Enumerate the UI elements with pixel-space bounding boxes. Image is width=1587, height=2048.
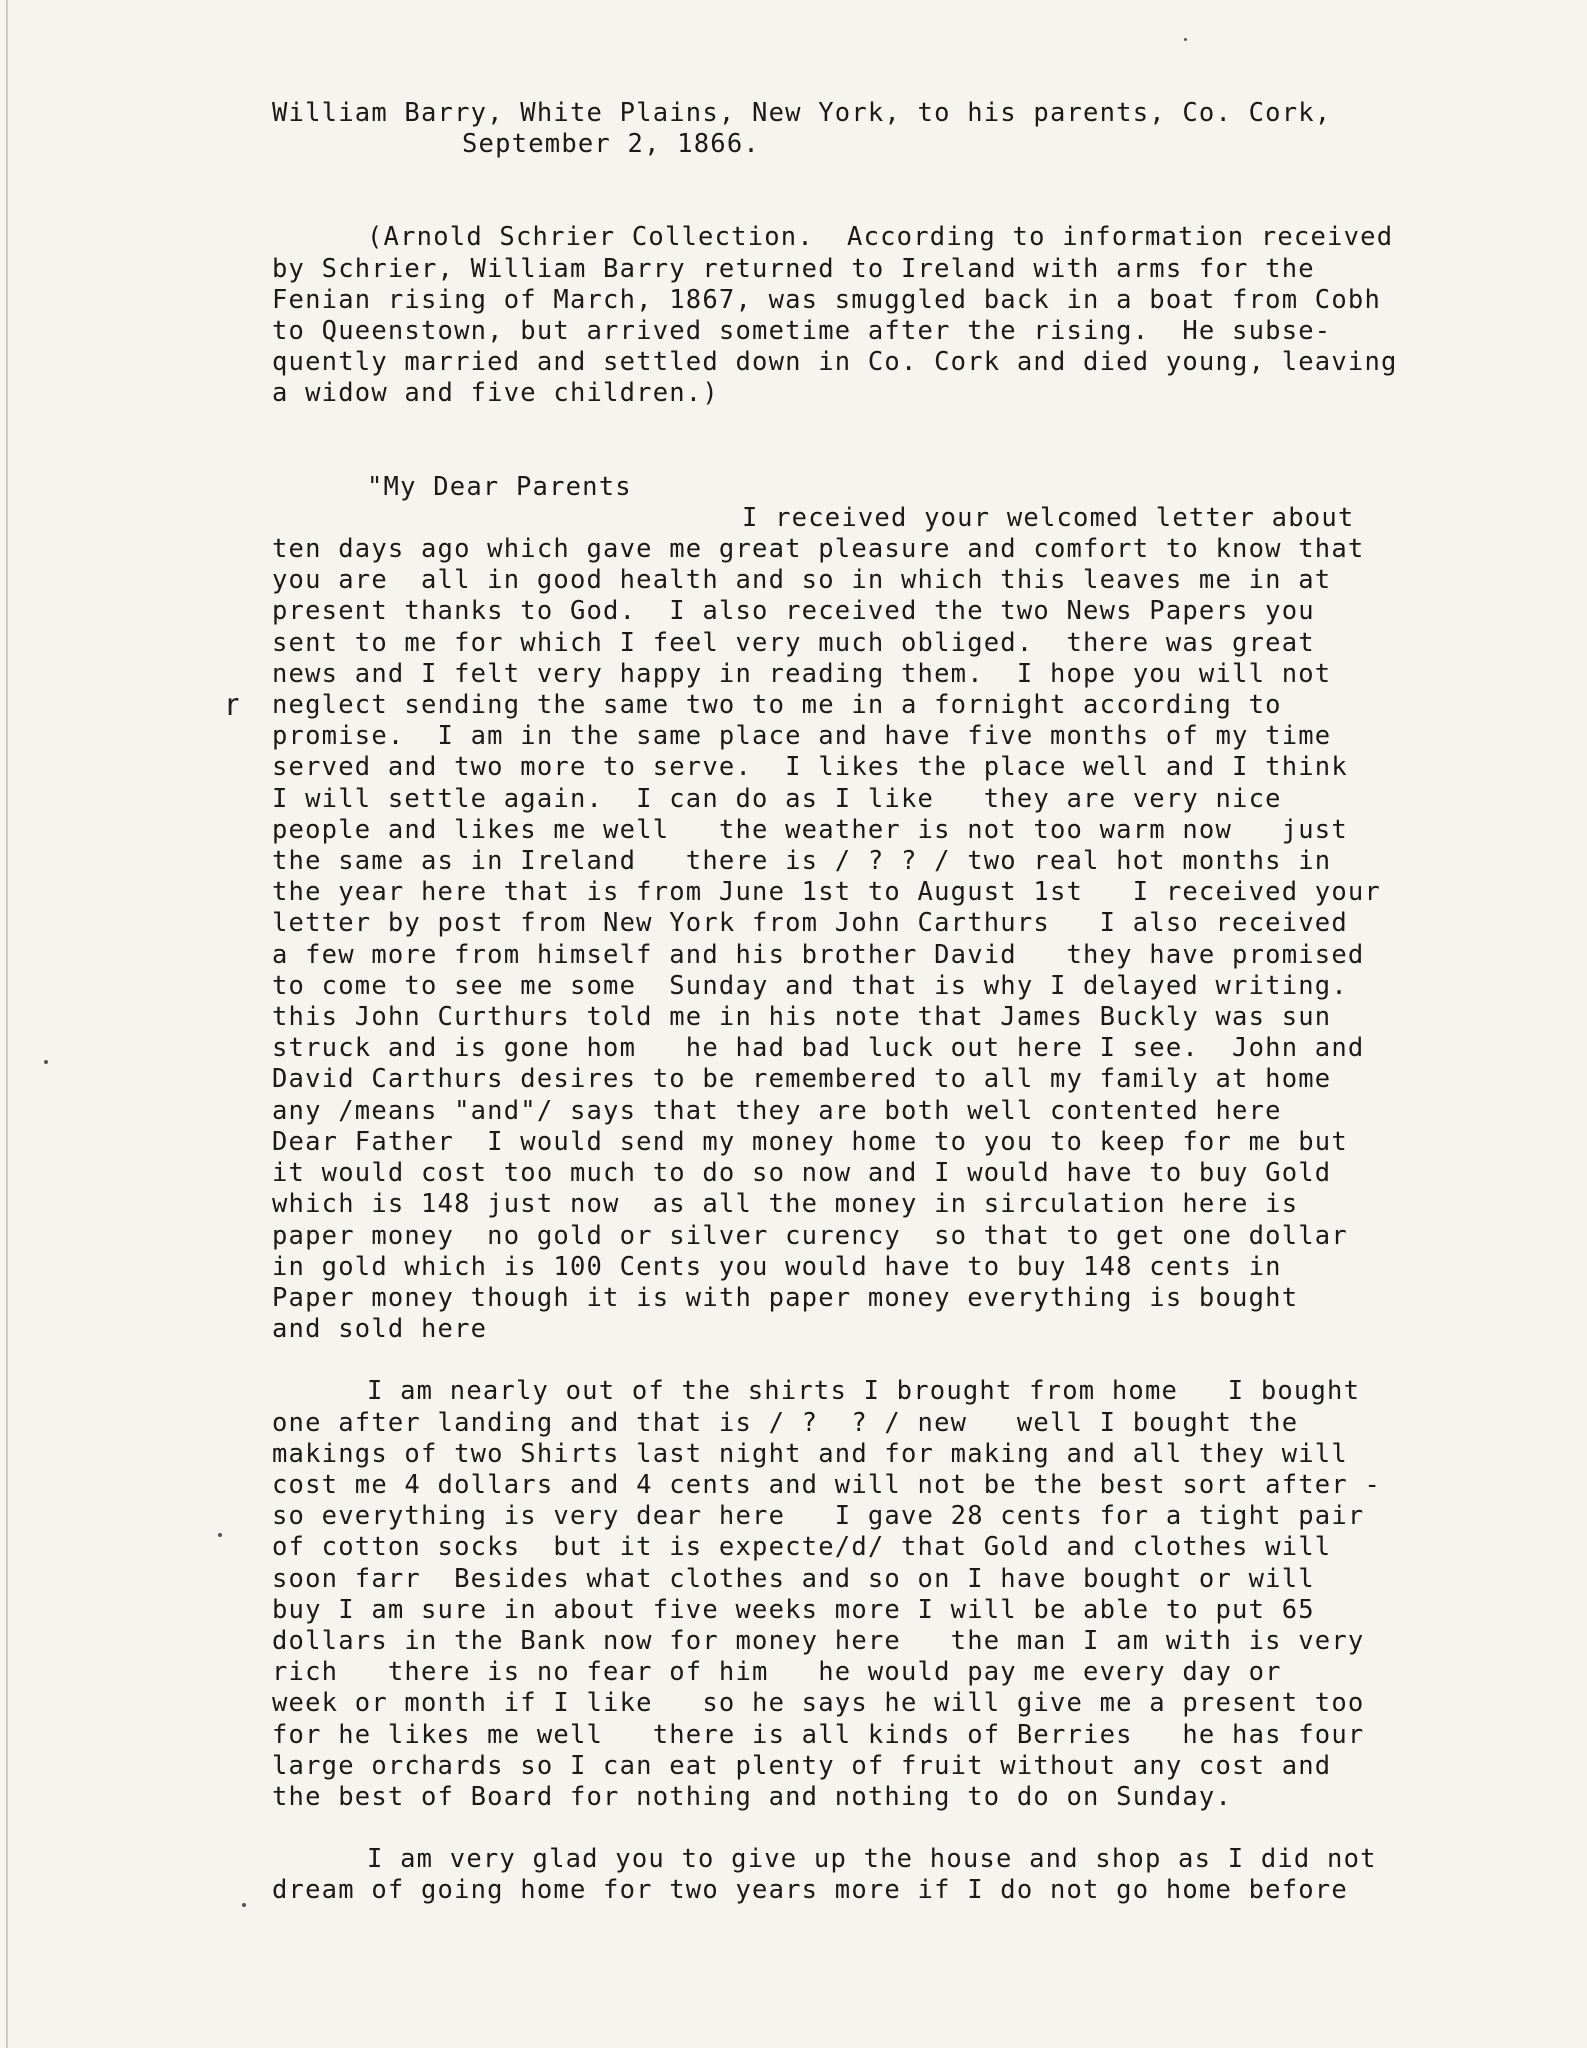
body-line: to come to see me some Sunday and that is why I delayed writing. — [272, 970, 1348, 1001]
margin-speck — [1184, 38, 1187, 41]
body-line: any /means "and"/ says that they are both well contented here — [272, 1095, 1282, 1126]
body-line: you are all in good health and so in which this leaves me in at — [272, 565, 1332, 596]
body-line: of cotton socks but it is expecte/d/ that Gold and clothes will — [272, 1532, 1332, 1563]
note-line: (Arnold Schrier Collection. According to information received — [367, 222, 1394, 253]
body-line: struck and is gone hom he had bad luck out here I see. John and — [272, 1033, 1365, 1064]
body-line: dream of going home for two years more if I do not go home before — [272, 1875, 1348, 1906]
body-line: rich there is no fear of him he would pay me every day or — [272, 1657, 1282, 1688]
body-line: in gold which is 100 Cents you would have to buy 148 cents in — [272, 1251, 1282, 1282]
body-line: soon farr Besides what clothes and so on I have bought or will — [272, 1563, 1315, 1594]
body-line: makings of two Shirts last night and for making and all they will — [272, 1438, 1348, 1469]
body-line: promise. I am in the same place and have five months of my time — [272, 721, 1332, 752]
body-line: Dear Father I would send my money home to you to keep for me but — [272, 1126, 1348, 1157]
body-line: letter by post from New York from John Carthurs I also received — [272, 908, 1348, 939]
body-line: people and likes me well the weather is not too warm now just — [272, 814, 1348, 845]
note-line: to Queenstown, but arrived sometime after the rising. He subse- — [272, 316, 1332, 347]
body-line: I am very glad you to give up the house and shop as I did not — [367, 1844, 1377, 1875]
letter-body — [272, 472, 1562, 1907]
salutation: "My Dear Parents — [367, 471, 632, 502]
body-line: Paper money though it is with paper money everything is bought — [272, 1282, 1299, 1313]
note-line: a widow and five children.) — [272, 378, 719, 409]
body-line: one after landing and that is / ? ? / new well I bought the — [272, 1407, 1299, 1438]
body-line: large orchards so I can eat plenty of fruit without any cost and — [272, 1750, 1332, 1781]
margin-speck — [218, 1533, 222, 1537]
note-line: Fenian rising of March, 1867, was smuggled back in a boat from Cobh — [272, 284, 1382, 315]
body-line: so everything is very dear here I gave 28 cents for a tight pair — [272, 1501, 1365, 1532]
body-line: cost me 4 dollars and 4 cents and will not be the best sort after - — [272, 1469, 1382, 1500]
body-line: which is 148 just now as all the money in sirculation here is — [272, 1189, 1299, 1220]
letter-transcript — [272, 98, 1562, 1907]
margin-mark: r — [226, 688, 239, 723]
body-line: a few more from himself and his brother David they have promised — [272, 939, 1365, 970]
page-edge-line — [6, 0, 8, 2048]
body-line: the year here that is from June 1st to August 1st I received your — [272, 877, 1382, 908]
body-line: I will settle again. I can do as I like they are very nice — [272, 783, 1282, 814]
paragraph-3 — [272, 1844, 1562, 1906]
margin-speck — [242, 1903, 246, 1907]
note-line: quently married and settled down in Co. Cork and died young, leaving — [272, 347, 1398, 378]
body-line: buy I am sure in about five weeks more I will be able to put 65 — [272, 1594, 1315, 1625]
body-line: David Carthurs desires to be remembered to all my family at home — [272, 1064, 1332, 1095]
body-line: present thanks to God. I also received the two News Papers you — [272, 596, 1315, 627]
body-line: ten days ago which gave me great pleasure and comfort to know that — [272, 534, 1365, 565]
note-line: by Schrier, William Barry returned to Ireland with arms for the — [272, 253, 1315, 284]
body-line: news and I felt very happy in reading them. I hope you will not — [272, 658, 1332, 689]
body-line: and sold here — [272, 1314, 488, 1345]
body-line: neglect sending the same two to me in a fornight according to — [272, 690, 1282, 721]
editorial-note — [272, 222, 1562, 409]
body-line: week or month if I like so he says he will give me a present too — [272, 1688, 1365, 1719]
margin-speck — [44, 1060, 48, 1064]
paragraph-2 — [272, 1376, 1562, 1813]
body-line: the same as in Ireland there is / ? ? / two real hot months in — [272, 846, 1332, 877]
body-line: served and two more to serve. I likes the place well and I think — [272, 752, 1348, 783]
body-line: for he likes me well there is all kinds of Berries he has four — [272, 1719, 1365, 1750]
heading-date: September 2, 1866. — [462, 129, 760, 160]
body-line: the best of Board for nothing and nothing to do on Sunday. — [272, 1781, 1233, 1812]
body-line: I am nearly out of the shirts I brought from home I bought — [367, 1376, 1361, 1407]
body-line: sent to me for which I feel very much obliged. there was great — [272, 627, 1315, 658]
body-line: dollars in the Bank now for money here the man I am with is very — [272, 1625, 1365, 1656]
body-line: paper money no gold or silver curency so that to get one dollar — [272, 1220, 1348, 1251]
opening-line: I received your welcomed letter about — [742, 502, 1355, 533]
paragraph-1 — [272, 534, 1562, 1345]
body-line: it would cost too much to do so now and I would have to buy Gold — [272, 1158, 1332, 1189]
body-line: this John Curthurs told me in his note that James Buckly was sun — [272, 1002, 1332, 1033]
heading-line: William Barry, White Plains, New York, to his parents, Co. Cork, — [272, 98, 1332, 128]
